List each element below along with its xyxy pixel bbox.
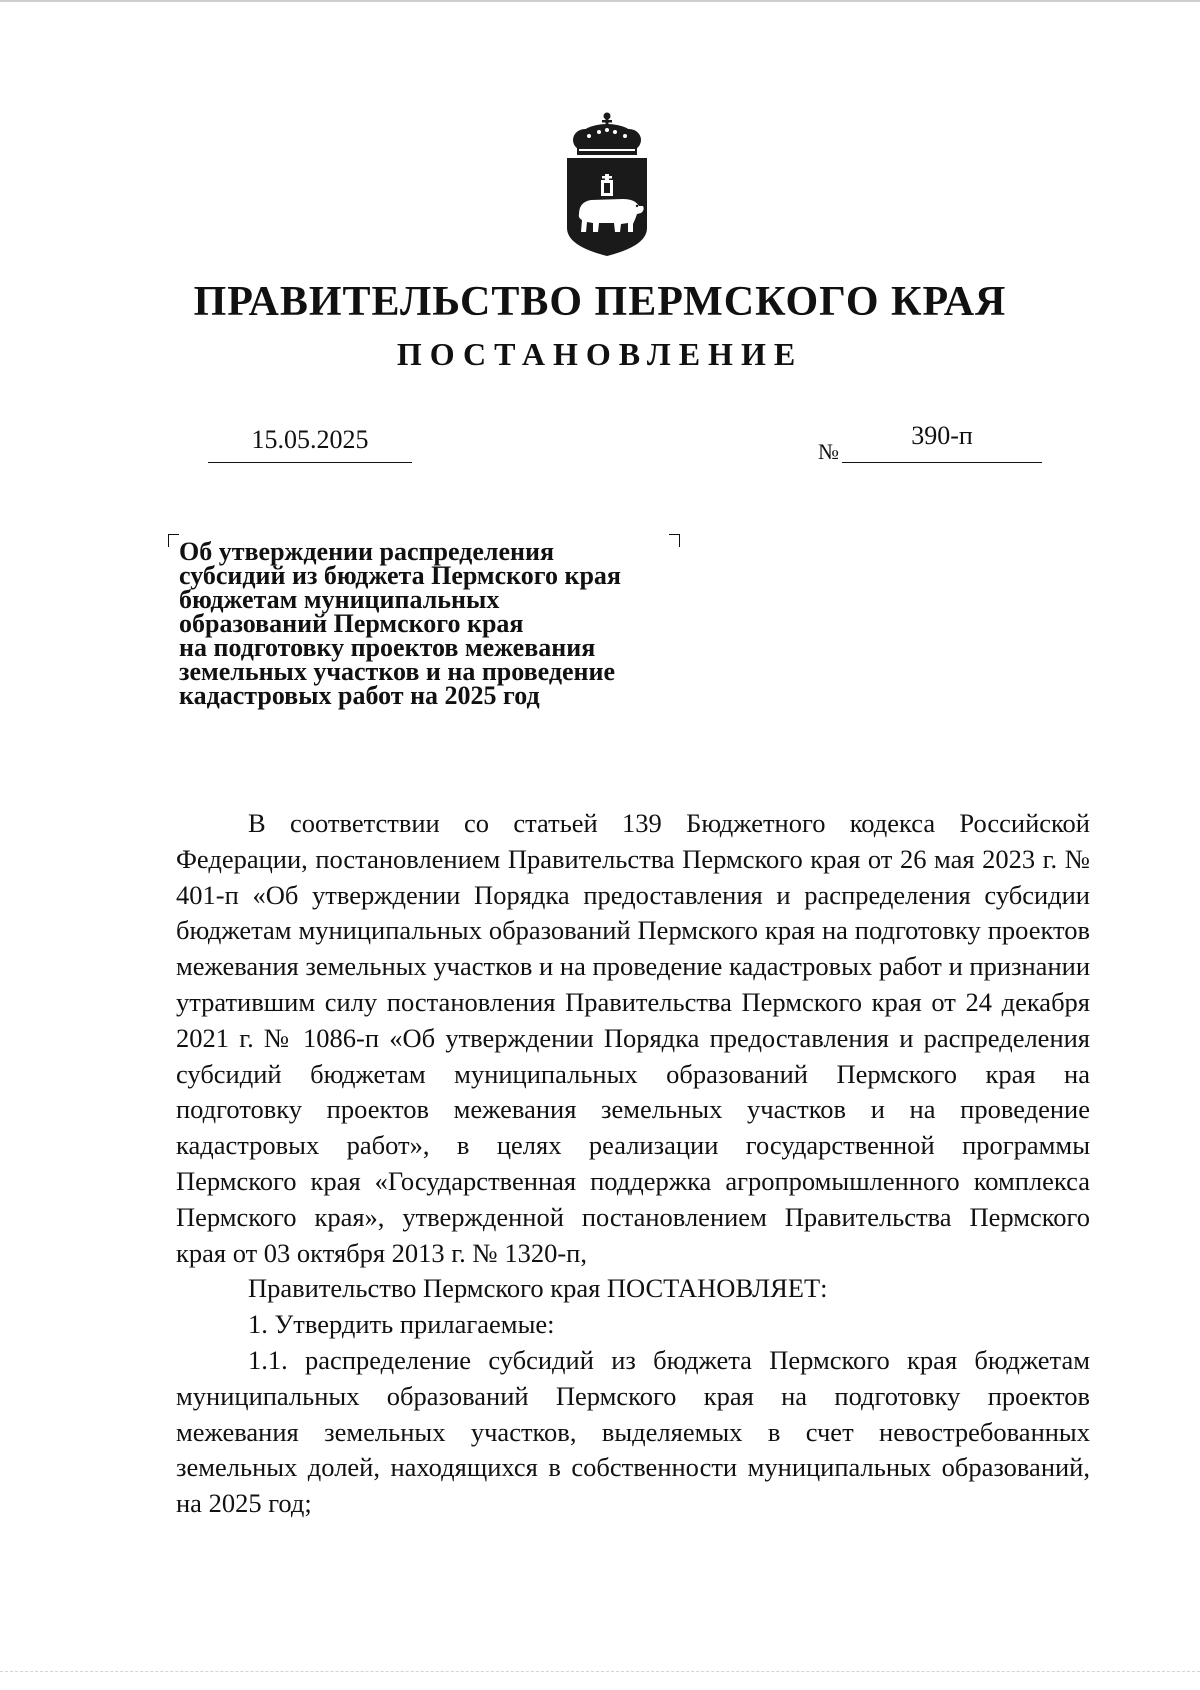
subject-line: на подготовку проектов межевания — [179, 633, 596, 662]
subject-corner-left — [168, 534, 179, 547]
subject-line: бюджетам муниципальных — [179, 585, 500, 614]
number-sign: № — [818, 439, 839, 464]
document-body — [176, 806, 1090, 1522]
document-subject — [179, 537, 699, 710]
item-1-paragraph: 1. Утвердить прилагаемые: — [248, 1309, 555, 1340]
document-number: 390-п — [911, 421, 973, 450]
item-1-1-paragraph: 1.1. распределение субсидий из бюджета Пермского края бюджетам муниципальных образований Пермского края на подготовку проектов межевания земельных участков, выделяемых в счет невостребованных земельных долей, находящихся в собственности муниципальных образований, на 2025 год; — [176, 1344, 1090, 1519]
subject-line: субсидий из бюджета Пермского края — [179, 561, 621, 590]
date-field — [208, 424, 412, 463]
preamble-paragraph: В соответствии со статьей 139 Бюджетного кодекса Российской Федерации, постановлением Правительства Пермского края от 26 мая 2023 г. № 401-п «Об утверждении Порядка предоставления и распределения субсидии бюджетам муниципальных образований Пермского края на подготовку проектов межевания земельных участков и на проведение кадастровых работ и признании утратившим силу постановления Правительства Пермского края от 24 декабря 2021 г. № 1086-п «Об утверждении Порядка предоставления и распределения субсидий бюджетам муниципальных образований Пермского края на подготовку проектов межевания земельных участков и на проведение кадастровых работ», в целях реализации государственной программы Пермского края «Государственная поддержка агропромышленного комплекса Пермского края», утвержденной постановлением Правительства Пермского края от 03 октября 2013 г. № 1320-п, — [176, 808, 1090, 1268]
subject-line: образований Пермского края — [179, 609, 524, 638]
number-field — [842, 420, 1042, 463]
coat-of-arms-icon — [563, 110, 651, 260]
subject-line: кадастровых работ на 2025 год — [179, 681, 540, 710]
document-type-title: ПОСТАНОВЛЕНИЕ — [396, 336, 804, 372]
document-date: 15.05.2025 — [251, 425, 369, 454]
government-title: ПРАВИТЕЛЬСТВО ПЕРМСКОГО КРАЯ — [193, 279, 1007, 325]
subject-line: Об утверждении распределения — [179, 537, 555, 566]
subject-line: земельных участков и на проведение — [179, 657, 616, 686]
resolution-paragraph: Правительство Пермского края ПОСТАНОВЛЯЕТ: — [248, 1273, 828, 1304]
